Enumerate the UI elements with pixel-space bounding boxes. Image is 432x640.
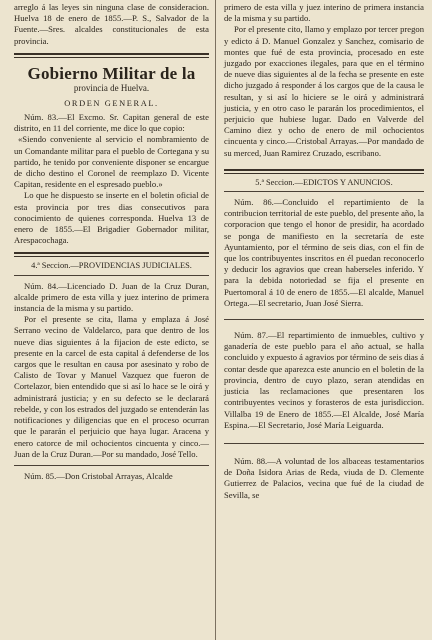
divider-thin — [14, 256, 209, 257]
column-divider — [215, 0, 216, 640]
divider-single — [224, 191, 424, 192]
orden-general-title: ORDEN GENERAL. — [64, 98, 159, 108]
num85-header: Núm. 85.—Don Cristobal Arrayas, Alcalde — [24, 470, 173, 481]
divider-single — [14, 275, 209, 276]
right-column — [224, 2, 424, 501]
section-providencias-judiciales: 4.ª Seccion.—PROVIDENCIAS JUDICIALES. — [31, 261, 192, 271]
num83-body: Lo que he dispuesto se inserte en el boletin oficial de esta provincia por tres dias consecutivos para conocimiento de quienes corresponda. Huelva 13 de enero de 1855.—El Brigadier Gobernador militar, Arespacochaga. — [14, 190, 209, 246]
num84-body: Por el presente se cita, llama y emplaza á José Serrano vecino de Valdelarco, para que dentro de los nueve dias siguientes á la fijacion de este edicto, se presente en la carcel de esta capital á defenderse de los cargos que le resultan en causa por asesinato y robo de Calisto de Tovar y Manuel Vazquez que fueron de Cortelazor, bien entendido que si así lo hace se le oirá y administrará justicia; y en su defecto se le declarará rebelde, y con los estrados del juzgado se entenderán las notificaciones y diligencias que en el proceso ocurran que le pararán el perjuicio que haya lugar. Aracena y enero catorce de mil ochocientos cincuenta y cinco.—Juan de la Cruz Duran.—Por su mandado, José Tello. — [14, 314, 209, 459]
num83-intro: Núm. 83.—El Excmo. Sr. Capitan general de este distrito, en 11 del corriente, me dice lo que copio: — [14, 112, 209, 134]
num86-body: Núm. 86.—Concluido el repartimiento de la contribucion territorial de este pueblo, del presente año, la corporacion que tengo el honor de presidir, ha acordado se ponga de manifiesto en la secretaría de este Ayuntamiento, por el término de seis dias, con el fin de que los contribuyentes inscritos en él puedan reconocerlo y deducir los agravios que crean haberseles inferido. Y para la debida notoriedad se fija el presente en Puertomoral á 10 de enero de 1855.—El alcalde, Manuel Ortega.—El secretario, Juan José Sierra. — [224, 197, 424, 308]
divider-single — [224, 443, 424, 444]
num85-continuation: primero de esta villa y juez interino de primera instancia de la misma y su partido. — [224, 2, 424, 24]
section-edictos-anuncios: 5.ª Seccion.—EDICTOS Y ANUNCIOS. — [255, 177, 393, 187]
left-top-text: arreglo á las leyes sin ninguna clase de consideracion. Huelva 18 de enero de 1855.—P. S., Salvador de la Fuente.—Sres. alcaldes constitucionales de esta provincia. — [14, 2, 209, 46]
num83-quote: «Siendo conveniente al servicio el nombramiento de un Comandante militar para el pueblo de Cortegana y su partido, he tenido por conveniente disponer se encargue de dicho destino el Coronel de reemplazo D. Vicente Capitan, residente en el espresado pueblo.» — [14, 134, 209, 190]
divider-thick — [14, 53, 209, 55]
divider-single — [224, 319, 424, 320]
divider-thick — [14, 252, 209, 254]
divider-thick — [224, 169, 424, 171]
gobierno-subheading: provincia de Huelva. — [73, 82, 150, 93]
gobierno-heading: Gobierno Militar de la — [27, 63, 196, 83]
left-column — [14, 2, 209, 482]
num85-body: Por el presente cito, llamo y emplazo por tercer pregon y edicto á D. Manuel Gonzalez y Sanchez, comisario de montes que fué de esta provincia, procesado en este juzgado por exacciones ilegales, para que en el término de nueve dias siguientes al de la fecha se presente en este dicho juzgado á responder á los cargos que de la causa le resultan, y si así lo hiciere se le oirá y administrará justicia, y en otro caso le pararán los procedimientos, el perjuicio que hubiese lugar. Dado en Valverde del Camino diez y ocho de enero de mil ochocientos cincuenta y cinco.—Cristobal Arrayas.—Por mandado de su merced, Juan Ramirez Cruzado, escribano. — [224, 24, 424, 158]
num87-body: Núm. 87.—El repartimiento de inmuebles, cultivo y ganadería de este pueblo para el año actual, se halla concluido y expuesto á agravios por término de seis dias á contar desde que aparezca este anuncio en el boletin de la provincia, dentro de cuyo plazo, seran atendidas en justicia las reclamaciones que presentaren los contribuyentes vecinos y forasteros de esta jurisdiccion. Villalba 19 de Enero de 1855.—El Alcalde, José María Espina.—El Secretario, José María Leiguarda. — [224, 330, 424, 430]
divider-single — [14, 465, 209, 466]
divider-thin — [224, 173, 424, 174]
divider-thin — [14, 57, 209, 58]
num88-body: Núm. 88.—A voluntad de los albaceas testamentarios de Doña Isidora Arias de Reda, viuda de D. Clemente Gutierrez de Palacios, vecina que fué de la ciudad de Sevilla, se — [224, 455, 424, 500]
num84-header: Núm. 84.—Licenciado D. Juan de la Cruz Duran, alcalde primero de esta villa y juez interino de primera instancia de la misma y su partido. — [14, 280, 209, 314]
